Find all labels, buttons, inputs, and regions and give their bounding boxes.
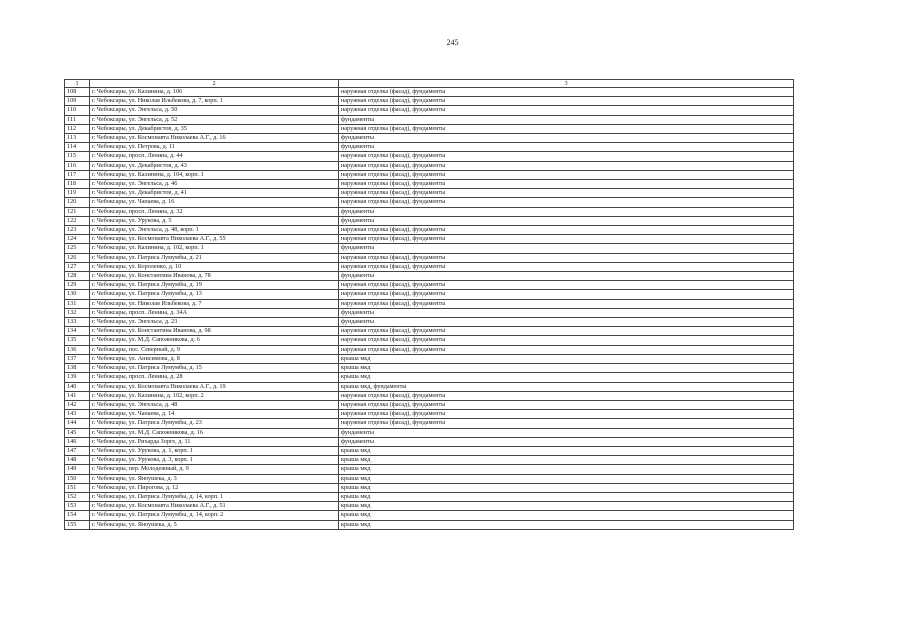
work-type-cell: крыша мкд [339,511,794,520]
table-row [65,308,794,317]
address-cell: г. Чебоксары, ул. Энгельса, д. 48, корп. 1 [90,226,339,235]
row-number-cell: 114 [65,143,90,152]
address-cell: г. Чебоксары, ул. Космонавта Николаева А.Г., д. 16 [90,134,339,143]
address-cell: г. Чебоксары, ул. Калинина, д. 104, корп. 1 [90,170,339,179]
row-number-cell: 122 [65,216,90,225]
address-cell: г. Чебоксары, ул. Урукова, д. 5 [90,216,339,225]
table-row [65,502,794,511]
work-type-cell: фундаменты [339,437,794,446]
row-number-cell: 136 [65,345,90,354]
row-number-cell: 110 [65,106,90,115]
row-number-cell: 125 [65,244,90,253]
table-row [65,419,794,428]
work-type-cell: крыша мкд [339,364,794,373]
address-cell: г. Чебоксары, ул. Николая Ильбекова, д. 7 [90,299,339,308]
row-number-cell: 139 [65,373,90,382]
address-cell: г. Чебоксары, ул. Космонавта Николаева А.Г., д. 51 [90,502,339,511]
row-number-cell: 123 [65,226,90,235]
work-type-cell: наружная отделка (фасад), фундаменты [339,124,794,133]
table-row [65,345,794,354]
table-row [65,456,794,465]
work-type-cell: наружная отделка (фасад), фундаменты [339,281,794,290]
address-cell: г. Чебоксары, ул. Короленко, д. 10 [90,262,339,271]
table-row [65,161,794,170]
row-number-cell: 117 [65,170,90,179]
table-row [65,391,794,400]
row-number-cell: 130 [65,290,90,299]
row-number-cell: 143 [65,410,90,419]
table-row [65,244,794,253]
work-type-cell: наружная отделка (фасад), фундаменты [339,345,794,354]
work-type-cell: крыша мкд, фундаменты [339,382,794,391]
row-number-cell: 144 [65,419,90,428]
table-row [65,226,794,235]
table-row [65,124,794,133]
table-row [65,106,794,115]
column-header-1: 1 [65,80,90,88]
address-cell: г. Чебоксары, ул. Патриса Лумумбы, д. 19 [90,281,339,290]
row-number-cell: 153 [65,502,90,511]
row-number-cell: 113 [65,134,90,143]
address-cell: г. Чебоксары, ул. Урукова, д. 3, корп. 1 [90,456,339,465]
table-row [65,272,794,281]
table-row [65,336,794,345]
row-number-cell: 133 [65,318,90,327]
table-row [65,143,794,152]
address-cell: г. Чебоксары, ул. Космонавта Николаева А.Г., д. 55 [90,235,339,244]
table-row [65,318,794,327]
table-row [65,152,794,161]
work-type-cell: фундаменты [339,143,794,152]
row-number-cell: 127 [65,262,90,271]
addresses-table [64,79,794,530]
row-number-cell: 131 [65,299,90,308]
work-type-cell: наружная отделка (фасад), фундаменты [339,262,794,271]
row-number-cell: 146 [65,437,90,446]
work-type-cell: крыша мкд [339,465,794,474]
address-cell: г. Чебоксары, просп. Ленина, д. 44 [90,152,339,161]
address-cell: г. Чебоксары, ул. Энгельса, д. 23 [90,318,339,327]
address-cell: г. Чебоксары, ул. Чапаева, д. 16 [90,198,339,207]
address-cell: г. Чебоксары, ул. М.Д. Сапожникова, д. 6 [90,336,339,345]
work-type-cell: фундаменты [339,428,794,437]
table-row [65,253,794,262]
table-row [65,492,794,501]
row-number-cell: 121 [65,207,90,216]
row-number-cell: 152 [65,492,90,501]
address-cell: г. Чебоксары, ул. Николая Ильбекова, д. 7, корп. 1 [90,97,339,106]
address-cell: г. Чебоксары, ул. Декабристов, д. 41 [90,189,339,198]
row-number-cell: 128 [65,272,90,281]
table-row [65,115,794,124]
row-number-cell: 112 [65,124,90,133]
address-cell: г. Чебоксары, пос. Северный, д. 9 [90,345,339,354]
work-type-cell: наружная отделка (фасад), фундаменты [339,391,794,400]
column-header-2: 2 [90,80,339,88]
row-number-cell: 124 [65,235,90,244]
address-cell: г. Чебоксары, ул. Патриса Лумумбы, д. 15 [90,364,339,373]
work-type-cell: крыша мкд [339,520,794,529]
table-row [65,373,794,382]
row-number-cell: 149 [65,465,90,474]
work-type-cell: крыша мкд [339,373,794,382]
address-cell: г. Чебоксары, ул. Пирогова, д. 12 [90,483,339,492]
work-type-cell: наружная отделка (фасад), фундаменты [339,290,794,299]
work-type-cell: наружная отделка (фасад), фундаменты [339,419,794,428]
table-row [65,520,794,529]
work-type-cell: крыша мкд [339,446,794,455]
work-type-cell: наружная отделка (фасад), фундаменты [339,88,794,97]
address-cell: г. Чебоксары, ул. Космонавта Николаева А.Г., д. 19 [90,382,339,391]
work-type-cell: наружная отделка (фасад), фундаменты [339,189,794,198]
table-row [65,281,794,290]
address-cell: г. Чебоксары, ул. Энгельса, д. 52 [90,115,339,124]
work-type-cell: наружная отделка (фасад), фундаменты [339,327,794,336]
work-type-cell: фундаменты [339,244,794,253]
row-number-cell: 145 [65,428,90,437]
address-cell: г. Чебоксары, ул. Анисимова, д. 8 [90,354,339,363]
row-number-cell: 135 [65,336,90,345]
table-row [65,299,794,308]
table-row [65,446,794,455]
work-type-cell: наружная отделка (фасад), фундаменты [339,180,794,189]
work-type-cell: фундаменты [339,318,794,327]
address-cell: г. Чебоксары, пер. Молодежный, д. 9 [90,465,339,474]
work-type-cell: наружная отделка (фасад), фундаменты [339,97,794,106]
work-type-cell: фундаменты [339,308,794,317]
work-type-cell: крыша мкд [339,492,794,501]
address-cell: г. Чебоксары, ул. Петрова, д. 11 [90,143,339,152]
table-row [65,207,794,216]
row-number-cell: 147 [65,446,90,455]
row-number-cell: 151 [65,483,90,492]
address-cell: г. Чебоксары, ул. Калинина, д. 102, корп. 2 [90,391,339,400]
table-row [65,465,794,474]
table-row [65,410,794,419]
work-type-cell: наружная отделка (фасад), фундаменты [339,253,794,262]
address-cell: г. Чебоксары, ул. Калинина, д. 106 [90,88,339,97]
row-number-cell: 119 [65,189,90,198]
address-cell: г. Чебоксары, ул. Константина Иванова, д. 98 [90,327,339,336]
row-number-cell: 126 [65,253,90,262]
work-type-cell: крыша мкд [339,502,794,511]
address-cell: г. Чебоксары, ул. Чапаева, д. 14 [90,410,339,419]
row-number-cell: 120 [65,198,90,207]
address-cell: г. Чебоксары, ул. Яноушека, д. 3 [90,474,339,483]
address-cell: г. Чебоксары, ул. М.Д. Сапожникова, д. 16 [90,428,339,437]
address-cell: г. Чебоксары, ул. Патриса Лумумбы, д. 14, корп. 1 [90,492,339,501]
work-type-cell: фундаменты [339,134,794,143]
table-row [65,354,794,363]
work-type-cell: крыша мкд [339,474,794,483]
table-row [65,290,794,299]
work-type-cell: наружная отделка (фасад), фундаменты [339,152,794,161]
table-row [65,428,794,437]
work-type-cell: фундаменты [339,115,794,124]
table-row [65,262,794,271]
work-type-cell: наружная отделка (фасад), фундаменты [339,106,794,115]
row-number-cell: 148 [65,456,90,465]
page-number: 245 [446,38,459,47]
table-row [65,382,794,391]
row-number-cell: 155 [65,520,90,529]
row-number-cell: 129 [65,281,90,290]
table-row [65,198,794,207]
table-row [65,170,794,179]
work-type-cell: фундаменты [339,216,794,225]
address-cell: г. Чебоксары, ул. Патриса Лумумбы, д. 21 [90,253,339,262]
table-row [65,400,794,409]
work-type-cell: наружная отделка (фасад), фундаменты [339,170,794,179]
work-type-cell: наружная отделка (фасад), фундаменты [339,235,794,244]
address-cell: г. Чебоксары, ул. Энгельса, д. 46 [90,180,339,189]
row-number-cell: 141 [65,391,90,400]
row-number-cell: 109 [65,97,90,106]
address-cell: г. Чебоксары, ул. Калинина, д. 102, корп. 1 [90,244,339,253]
table-row [65,97,794,106]
address-cell: г. Чебоксары, ул. Константина Иванова, д. 78 [90,272,339,281]
address-cell: г. Чебоксары, ул. Патриса Лумумбы, д. 14, корп. 2 [90,511,339,520]
row-number-cell: 132 [65,308,90,317]
work-type-cell: крыша мкд [339,483,794,492]
work-type-cell: фундаменты [339,207,794,216]
table-row [65,483,794,492]
row-number-cell: 115 [65,152,90,161]
row-number-cell: 137 [65,354,90,363]
table-row [65,437,794,446]
table-row [65,235,794,244]
table-row [65,511,794,520]
table-header-row [65,80,794,88]
address-cell: г. Чебоксары, ул. Декабристов, д. 43 [90,161,339,170]
row-number-cell: 116 [65,161,90,170]
work-type-cell: наружная отделка (фасад), фундаменты [339,161,794,170]
row-number-cell: 142 [65,400,90,409]
row-number-cell: 134 [65,327,90,336]
table-row [65,189,794,198]
work-type-cell: крыша мкд [339,456,794,465]
work-type-cell: фундаменты [339,272,794,281]
row-number-cell: 140 [65,382,90,391]
work-type-cell: крыша мкд [339,354,794,363]
table-row [65,364,794,373]
address-cell: г. Чебоксары, просп. Ленина, д. 34А [90,308,339,317]
row-number-cell: 108 [65,88,90,97]
address-cell: г. Чебоксары, просп. Ленина, д. 32 [90,207,339,216]
table-row [65,134,794,143]
table-row [65,88,794,97]
address-cell: г. Чебоксары, ул. Патриса Лумумбы, д. 13 [90,290,339,299]
work-type-cell: наружная отделка (фасад), фундаменты [339,400,794,409]
address-cell: г. Чебоксары, просп. Ленина, д. 28 [90,373,339,382]
row-number-cell: 154 [65,511,90,520]
table-row [65,216,794,225]
address-cell: г. Чебоксары, ул. Урукова, д. 1, корп. 1 [90,446,339,455]
address-cell: г. Чебоксары, ул. Патриса Лумумбы, д. 23 [90,419,339,428]
work-type-cell: наружная отделка (фасад), фундаменты [339,410,794,419]
address-cell: г. Чебоксары, ул. Энгельса, д. 50 [90,106,339,115]
table-row [65,180,794,189]
address-cell: г. Чебоксары, ул. Рихарда Зорге, д. 11 [90,437,339,446]
table-row [65,327,794,336]
row-number-cell: 138 [65,364,90,373]
table-body [65,88,794,530]
column-header-3: 3 [339,80,794,88]
work-type-cell: наружная отделка (фасад), фундаменты [339,226,794,235]
work-type-cell: наружная отделка (фасад), фундаменты [339,299,794,308]
work-type-cell: наружная отделка (фасад), фундаменты [339,198,794,207]
row-number-cell: 150 [65,474,90,483]
row-number-cell: 118 [65,180,90,189]
work-type-cell: наружная отделка (фасад), фундаменты [339,336,794,345]
address-cell: г. Чебоксары, ул. Энгельса, д. 48 [90,400,339,409]
row-number-cell: 111 [65,115,90,124]
address-cell: г. Чебоксары, ул. Декабристов, д. 35 [90,124,339,133]
address-cell: г. Чебоксары, ул. Яноушека, д. 5 [90,520,339,529]
table-row [65,474,794,483]
